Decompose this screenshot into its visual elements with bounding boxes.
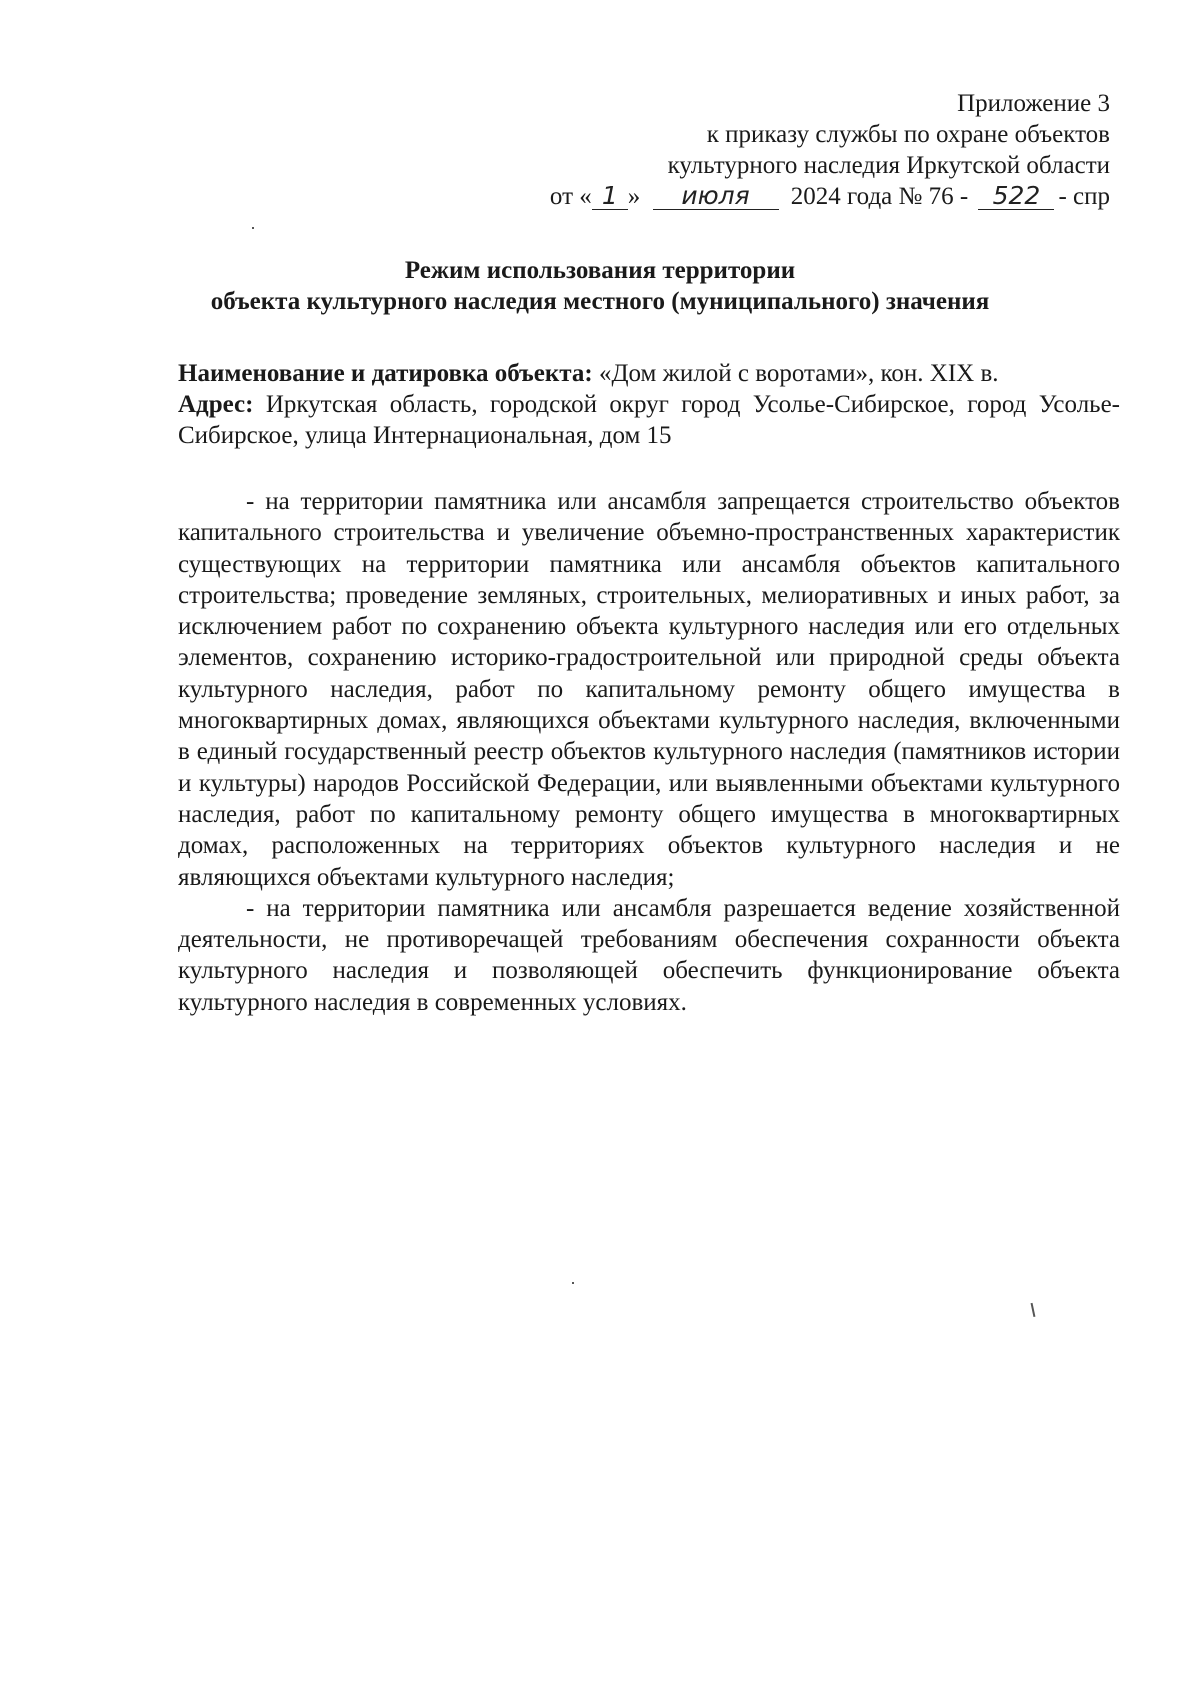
object-address-value: Иркутская область, городской округ город Усолье-Сибирское, город Усолье-Сибирское, улица Интернациональная, дом 15 [178, 391, 1121, 449]
scan-speck [252, 227, 254, 229]
object-address-label: Адрес: [178, 391, 254, 418]
date-quote-close: » [627, 183, 641, 210]
appendix-date-line [410, 181, 1110, 212]
appendix-authority: культурного наследия Иркутской области [667, 152, 1110, 179]
object-name-label: Наименование и датировка объекта: [178, 360, 593, 387]
title-line-2: объекта культурного наследия местного (муниципального) значения [210, 288, 990, 315]
regime-body [178, 486, 1120, 1018]
year-and-order: 2024 года № 76 - [790, 183, 969, 210]
order-suffix: - спр [1058, 183, 1110, 210]
date-prefix: от « [549, 183, 592, 210]
permission-paragraph: - на территории памятника или ансамбля разрешается ведение хозяйственной деятельности, не противоречащей требованиям обеспечения сохранности объекта культурного наследия и позволяющей обеспечить функционирование объекта культурного наследия в современных условиях. [178, 894, 1120, 1016]
document-title [0, 255, 1200, 317]
object-name-row [178, 358, 1120, 389]
scan-speck [572, 1282, 574, 1284]
appendix-header [410, 88, 1110, 212]
object-address-row [178, 389, 1120, 451]
handwritten-order-number: 522 [978, 183, 1054, 210]
handwritten-month: июля [653, 183, 779, 210]
scan-speck [1031, 1303, 1035, 1317]
appendix-number: Приложение 3 [957, 90, 1110, 117]
object-info [178, 358, 1120, 451]
handwritten-day: 1 [592, 183, 628, 210]
title-line-1: Режим использования территории [404, 257, 796, 284]
appendix-order-ref: к приказу службы по охране объектов [706, 121, 1110, 148]
object-name-value: «Дом жилой с воротами», кон. XIX в. [598, 360, 999, 387]
prohibition-paragraph: - на территории памятника или ансамбля запрещается строительство объектов капитального строительства и увеличение объемно-пространственных характеристик существующих на территории памятника или ансамбля объектов капитального строительства; проведение земляных, строительных, мелиоративных и иных работ, за исключением работ по сохранению объекта культурного наследия или его отдельных элементов, сохранению историко-градостроительной или природной среды объекта культурного наследия, работ по капитальному ремонту общего имущества в многоквартирных домах, являющихся объектами культурного наследия, включенными в единый государственный реестр объектов культурного наследия (памятников истории и культуры) народов Российской Федерации, или выявленными объектами культурного наследия, работ по капитальному ремонту общего имущества в многоквартирных домах, расположенных на территориях объектов культурного наследия и не являющихся объектами культурного наследия; [178, 488, 1120, 891]
